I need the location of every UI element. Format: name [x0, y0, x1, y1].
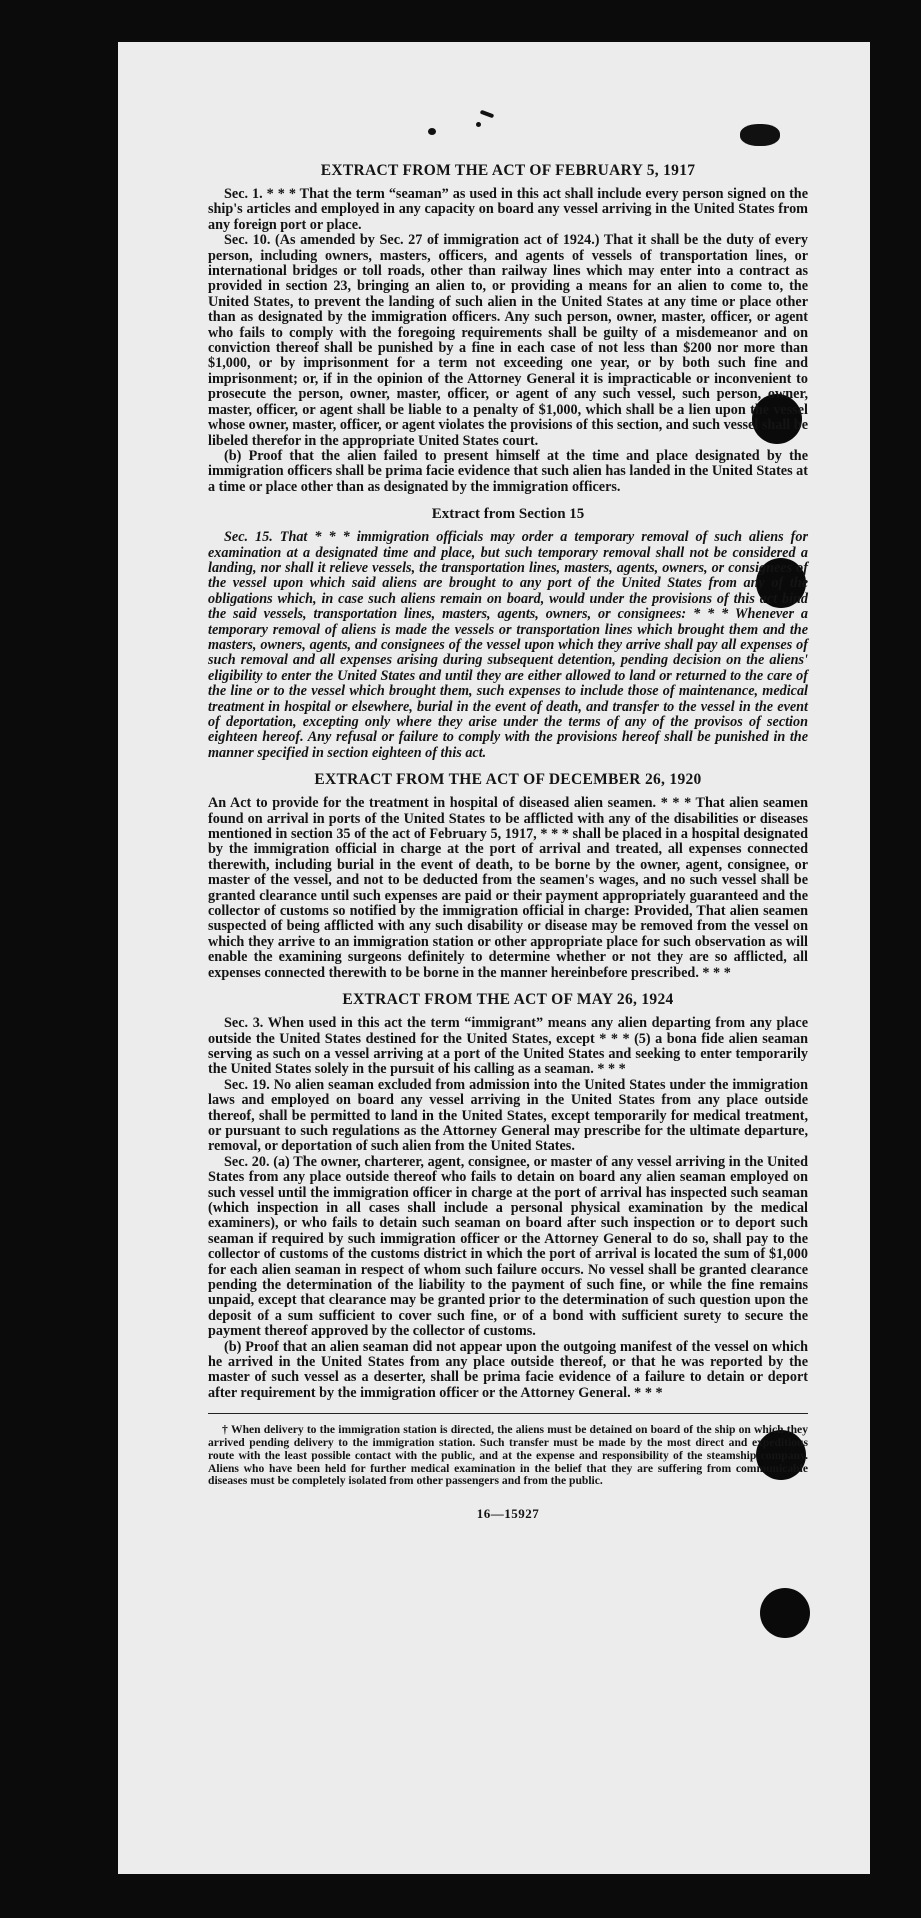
paragraph: Sec. 1. * * * That the term “seaman” as used in this act shall include every person signed on the ship's articles and employed in any capacity on board any vessel arriving in the United States from any foreign port or place.	[208, 186, 808, 233]
footnote-divider	[208, 1413, 808, 1414]
scan-speck	[428, 128, 436, 135]
scan-speck	[740, 124, 780, 146]
document-body	[208, 162, 808, 1522]
section-heading: EXTRACT FROM THE ACT OF DECEMBER 26, 1920	[314, 771, 702, 789]
form-number: 16—15927	[476, 1506, 540, 1522]
section-15	[208, 505, 808, 761]
paragraph: (b) Proof that an alien seaman did not appear upon the outgoing manifest of the vessel on which he arrived in the United States from any place outside thereof, or that he was reported by the master of such vessel as a deserter, shall be prima facie evidence of a failure to detain or deport after requirement by the immigration officer or the Attorney General. * * *	[208, 1338, 808, 1401]
document-page	[118, 42, 870, 1874]
section-act-1917	[208, 162, 808, 495]
paragraph: An Act to provide for the treatment in hospital of diseased alien seamen. * * * That alien seamen found on arrival in ports of the United States to be afflicted with any of the disabilities or diseases mentioned in section 35 of the act of February 5, 1917, * * * shall be placed in a hospital designated by the immigration official in charge at the port of arrival and treated, all expenses connected therewith, including burial in the event of death, to be borne by the owner, agent, consignee, or master of the vessel, and not to be deducted from the seamen's wages, and no such vessel shall be granted clearance until such expenses are paid or their payment appropriately guaranteed and the collector of customs so notified by the immigration official in charge: Provided, That alien seamen suspected of being afflicted with any such disability or disease may be removed from the vessel on which they arrive to an immigration station or other appropriate place for such observation as will enable the examining surgeons definitely to determine whether or not they are so afflicted, all expenses connected therewith to be borne in the manner hereinbefore prescribed. * * *	[208, 795, 808, 981]
punch-hole	[760, 1588, 810, 1638]
paragraph: Sec. 20. (a) The owner, charterer, agent, consignee, or master of any vessel arriving in the United States from any place outside thereof who fails to detain on board any alien seaman employed on such vessel until the immigration officer in charge at the port of arrival has inspected such seaman (which inspection in all cases shall include a personal physical examination by the medical examiners), or who fails to detain such seaman on board after such inspection or to deport such seaman if required by such immigration officer or the Attorney General to do so, shall pay to the collector of customs of the customs district in which the port of arrival is located the sum of $1,000 for each alien seaman in respect of whom such failure occurs. No vessel shall be granted clearance pending the determination of the liability to the payment of such fine, or while the fine remains unpaid, except that clearance may be granted prior to the determination of such question upon the deposit of a sum sufficient to cover such fine, or of a bond with sufficient surety to secure the payment thereof approved by the collector of customs.	[208, 1153, 808, 1340]
scan-speck	[476, 122, 481, 127]
section-act-1924	[208, 991, 808, 1401]
paragraph: Sec. 10. (As amended by Sec. 27 of immigration act of 1924.) That it shall be the duty of every person, including owners, masters, officers, and agents of vessels of transportation lines, or international bridges or toll roads, other than railway lines which may enter into a contract as provided in section 23, bringing an alien to, or providing a means for an alien to come to, the United States, to prevent the landing of such alien in the United States at any time or place other than as designated by the immigration officers. Any such person, owner, master, officer, or agent who fails to comply with the foregoing requirements shall be guilty of a misdemeanor and on conviction thereof shall be punished by a fine in each case of not less than $200 nor more than $1,000, or by imprisonment for a term not exceeding one year, or by both such fine and imprisonment; or, if in the opinion of the Attorney General it is impracticable or inconvenient to prosecute the person, owner, master, officer, or agent of any such vessel, such person, owner, master, officer, or agent shall be liable to a penalty of $1,000, which shall be a lien upon the vessel whose owner, master, officer, or agent violates the provisions of this section, and such vessel shall be libeled therefor in the appropriate United States court.	[208, 232, 808, 449]
footnote: † When delivery to the immigration station is directed, the aliens must be detained on board of the ship on which they arrived pending delivery to the immigration station. Such transfer must be made by the most direct and expeditious route with the least possible contact with the public, and at the expense and responsibility of the steamship company. Aliens who have been held for further medical examination in the belief that they are suffering from communicable diseases must be completely isolated from other passengers and from the public.	[208, 1423, 808, 1488]
paragraph: (b) Proof that the alien failed to present himself at the time and place designated by the immigration officers shall be prima facie evidence that such alien has landed in the United States at a time or place other than as designated by the immigration officers.	[208, 447, 808, 495]
paragraph: Sec. 15. That * * * immigration officials may order a temporary removal of such aliens for examination at a designated time and place, but such temporary removal shall not be considered a landing, nor shall it relieve vessels, the transportation lines, masters, agents, owners, or consignees of the vessel upon which said aliens are brought to any port of the United States from any of the obligations which, in case such aliens remain on board, would under the provisions of this act bind the said vessels, transportation lines, masters, agents, owners, or consignees: * * * Whenever a temporary removal of aliens is made the vessels or transportation lines which brought them and the masters, owners, agents, and consignees of the vessel upon which they arrive shall pay all expenses of such removal and all expenses arising during subsequent detention, pending decision on the aliens' eligibility to enter the United States and until they are either allowed to land or returned to the care of the line or to the vessel which brought them, such expenses to include those of maintenance, medical treatment in hospital or elsewhere, burial in the event of death, and transfer to the vessel in the event of deportation, excepting only where they arise under the terms of any of the provisos of section eighteen hereof. Any refusal or failure to comply with the provisions hereof shall be punished in the manner specified in section eighteen of this act.	[208, 529, 808, 761]
section-act-1920	[208, 771, 808, 981]
section-heading: EXTRACT FROM THE ACT OF FEBRUARY 5, 1917	[320, 162, 696, 179]
paragraph: Sec. 3. When used in this act the term “immigrant” means any alien departing from any place outside the United States destined for the United States, except * * * (5) a bona fide alien seaman serving as such on a vessel arriving at a port of the United States and seeking to enter temporarily the United States solely in the pursuit of his calling as a seaman. * * *	[208, 1015, 808, 1078]
scan-speck	[480, 110, 495, 119]
paragraph: Sec. 19. No alien seaman excluded from admission into the United States under the immigration laws and employed on board any vessel arriving in the United States from any place outside thereof, shall be permitted to land in the United States, except temporarily for medical treatment, or pursuant to such regulations as the Attorney General may prescribe for the ultimate departure, removal, or deportation of such alien from the United States.	[208, 1076, 808, 1155]
section-heading: EXTRACT FROM THE ACT OF MAY 26, 1924	[342, 991, 674, 1009]
section-heading: Extract from Section 15	[431, 506, 585, 523]
